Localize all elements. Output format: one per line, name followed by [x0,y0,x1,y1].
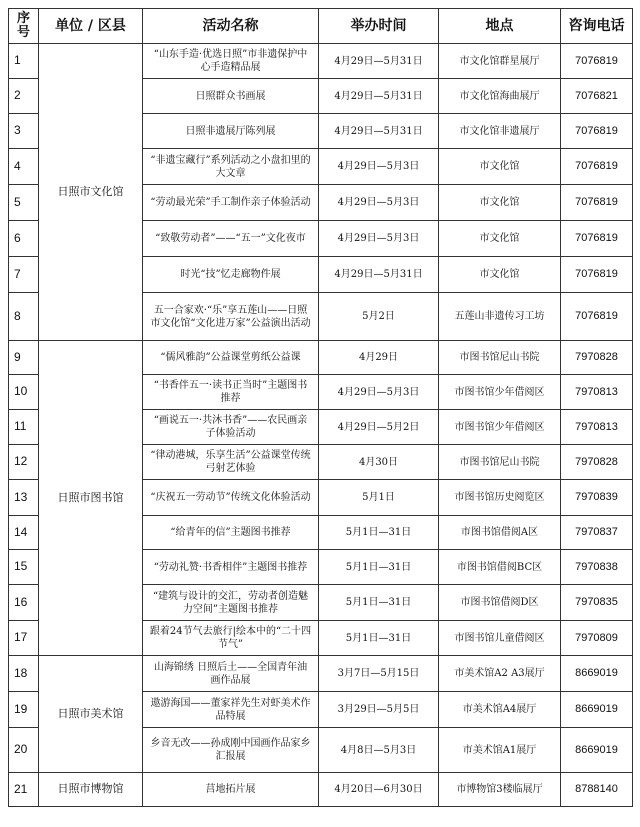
row-seq: 8 [9,293,39,341]
row-activity: “劳动最光荣”手工制作亲子体验活动 [143,185,319,221]
table-row [9,341,633,375]
row-seq: 19 [9,692,39,728]
activity-table [8,8,633,807]
row-time: 4月29日—5月31日 [319,79,439,114]
row-phone: 7970813 [561,375,633,410]
row-phone: 7076819 [561,185,633,221]
row-activity: 时光“技”忆走廊物件展 [143,257,319,293]
row-place: 市博物馆3楼临展厅 [439,773,561,807]
row-time: 5月2日 [319,293,439,341]
row-place: 市文化馆 [439,221,561,257]
row-place: 市文化馆 [439,257,561,293]
row-place: 市文化馆非遗展厅 [439,114,561,149]
row-seq: 18 [9,656,39,692]
row-place: 市图书馆尼山书院 [439,341,561,375]
row-phone: 7076819 [561,293,633,341]
row-phone: 7076821 [561,79,633,114]
row-activity: 日照群众书画展 [143,79,319,114]
row-activity: 遨游海国——董家祥先生对虾美术作品特展 [143,692,319,728]
row-phone: 8669019 [561,692,633,728]
row-activity: “庆祝五一劳动节”传统文化体验活动 [143,480,319,516]
row-place: 市图书馆借阅A区 [439,516,561,550]
row-phone: 8669019 [561,728,633,773]
row-activity: “山东手造·优选日照”市非遗保护中心手造精品展 [143,44,319,79]
unit-museum: 日照市博物馆 [39,773,143,807]
row-seq: 2 [9,79,39,114]
row-time: 5月1日—31日 [319,550,439,585]
row-seq: 20 [9,728,39,773]
row-time: 3月7日—5月15日 [319,656,439,692]
row-time: 4月29日—5月31日 [319,44,439,79]
row-place: 五莲山非遗传习工坊 [439,293,561,341]
row-activity: “给青年的信”主题图书推荐 [143,516,319,550]
row-time: 4月20日—6月30日 [319,773,439,807]
row-place: 市文化馆 [439,185,561,221]
row-phone: 7076819 [561,44,633,79]
row-phone: 7076819 [561,257,633,293]
row-place: 市文化馆海曲展厅 [439,79,561,114]
row-seq: 12 [9,445,39,480]
row-time: 4月29日—5月3日 [319,185,439,221]
row-seq: 6 [9,221,39,257]
row-activity: “画说五一·共沐书香”——农民画亲子体验活动 [143,410,319,445]
row-place: 市文化馆 [439,149,561,185]
row-activity: “书香伴五一·读书正当时”主题图书推荐 [143,375,319,410]
row-time: 4月29日—5月31日 [319,114,439,149]
header-activity: 活动名称 [143,9,319,44]
row-time: 4月29日 [319,341,439,375]
row-seq: 15 [9,550,39,585]
header-place: 地点 [439,9,561,44]
row-activity: 山海锦绣 日照后土——全国青年油画作品展 [143,656,319,692]
row-phone: 7970837 [561,516,633,550]
row-time: 4月8日—5月3日 [319,728,439,773]
row-place: 市图书馆借阅BC区 [439,550,561,585]
row-place: 市文化馆群星展厅 [439,44,561,79]
row-activity: 跟着24节气去旅行|绘本中的“二十四节气” [143,621,319,656]
row-place: 市美术馆A1展厅 [439,728,561,773]
table-row [9,656,633,692]
row-seq: 1 [9,44,39,79]
row-phone: 7970835 [561,585,633,621]
row-seq: 9 [9,341,39,375]
row-time: 5月1日—31日 [319,516,439,550]
unit-culture-hall: 日照市文化馆 [39,44,143,341]
row-phone: 7970813 [561,410,633,445]
table-row [9,773,633,807]
row-seq: 4 [9,149,39,185]
row-activity: “非遗宝藏行”系列活动之小盘扣里的大文章 [143,149,319,185]
row-activity: “劳动礼赞·书香相伴”主题图书推荐 [143,550,319,585]
row-seq: 13 [9,480,39,516]
header-phone: 咨询电话 [561,9,633,44]
row-place: 市图书馆儿童借阅区 [439,621,561,656]
row-phone: 7970838 [561,550,633,585]
row-phone: 7970828 [561,445,633,480]
row-phone: 7076819 [561,114,633,149]
row-seq: 5 [9,185,39,221]
row-activity: 莒地拓片展 [143,773,319,807]
row-place: 市图书馆尼山书院 [439,445,561,480]
row-place: 市图书馆少年借阅区 [439,375,561,410]
row-time: 4月29日—5月31日 [319,257,439,293]
header-seq: 序号 [9,9,39,44]
row-time: 4月29日—5月3日 [319,149,439,185]
header-time: 举办时间 [319,9,439,44]
row-activity: 乡音无改——孙成刚中国画作品家乡汇报展 [143,728,319,773]
row-seq: 10 [9,375,39,410]
table-row [9,44,633,79]
row-seq: 21 [9,773,39,807]
row-phone: 7076819 [561,149,633,185]
row-activity: 日照非遗展厅陈列展 [143,114,319,149]
row-seq: 17 [9,621,39,656]
row-place: 市图书馆少年借阅区 [439,410,561,445]
row-phone: 7076819 [561,221,633,257]
header-row [9,9,633,44]
row-activity: “儒风雅韵”公益课堂剪纸公益课 [143,341,319,375]
row-time: 5月1日 [319,480,439,516]
row-place: 市美术馆A2 A3展厅 [439,656,561,692]
row-phone: 7970828 [561,341,633,375]
row-activity: 五一合家欢·“乐”享五莲山——日照市文化馆“文化进万家”公益演出活动 [143,293,319,341]
row-place: 市图书馆历史阅览区 [439,480,561,516]
row-activity: “律动港城，乐享生活”公益课堂传统弓射艺体验 [143,445,319,480]
row-seq: 7 [9,257,39,293]
row-place: 市美术馆A4展厅 [439,692,561,728]
unit-library: 日照市图书馆 [39,341,143,656]
row-seq: 11 [9,410,39,445]
row-time: 4月29日—5月3日 [319,375,439,410]
row-seq: 14 [9,516,39,550]
row-phone: 7970809 [561,621,633,656]
row-activity: “致敬劳动者”——“五一”文化夜市 [143,221,319,257]
row-seq: 3 [9,114,39,149]
row-time: 4月30日 [319,445,439,480]
row-phone: 8788140 [561,773,633,807]
header-unit: 单位 / 区县 [39,9,143,44]
row-place: 市图书馆借阅D区 [439,585,561,621]
row-time: 5月1日—31日 [319,585,439,621]
row-time: 5月1日—31日 [319,621,439,656]
row-time: 3月29日—5月5日 [319,692,439,728]
row-activity: “建筑与设计的交汇，劳动者创造魅力空间”主题图书推荐 [143,585,319,621]
row-phone: 7970839 [561,480,633,516]
row-seq: 16 [9,585,39,621]
row-time: 4月29日—5月3日 [319,221,439,257]
unit-art-museum: 日照市美术馆 [39,656,143,773]
row-phone: 8669019 [561,656,633,692]
row-time: 4月29日—5月2日 [319,410,439,445]
